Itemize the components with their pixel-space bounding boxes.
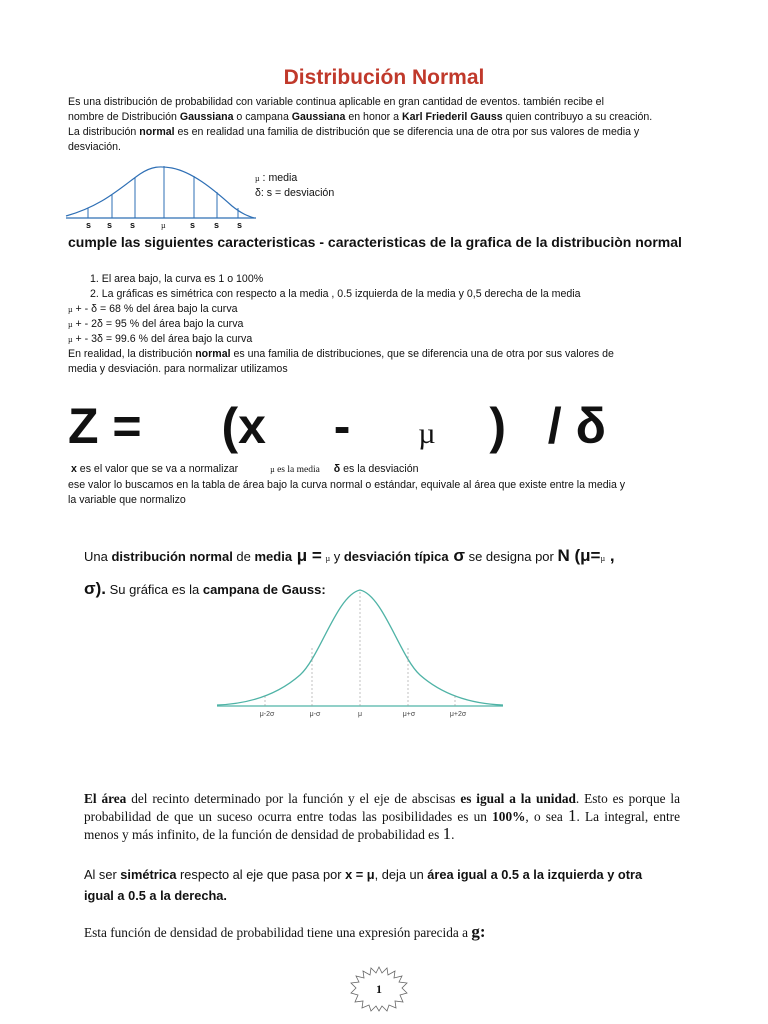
normal-definition: Una distribución normal de media μ = µ y desviación típica σ se designa por N (μ=µ , σ). Su gráfica es la campana de Gauss: [84, 546, 615, 598]
gauss-bell-curve [215, 585, 505, 720]
small-curve-label: s [214, 220, 220, 230]
realidad-line: media y desviación. para normalizar utilizamos [68, 363, 288, 375]
intro-line: desviación. [68, 141, 121, 153]
explain-line: ese valor lo buscamos en la tabla de área bajo la curva normal o estándar, equivale al área que existe entre la media y [68, 479, 626, 491]
gauss-tick-label: μ+σ [402, 711, 416, 718]
small-curve-label: s [130, 220, 136, 230]
formula-close: ) [489, 398, 506, 454]
list-item: 1. El area bajo, la curva es 1 o 100% [90, 273, 264, 285]
gauss-tick-label: μ-σ [309, 711, 321, 718]
function-paragraph: Esta función de densidad de probabilidad tiene una expresión parecida a g: [84, 922, 486, 941]
list-item: 2. La gráficas es simétrica con respecto a la media , 0.5 izquierda de la media y 0,5 derecha de la media [90, 288, 581, 300]
characteristics-heading: cumple las siguientes caracteristicas - caracteristicas de la grafica de la distribuciòn normal [68, 234, 682, 250]
gauss-tick-label: μ [357, 711, 363, 718]
small-curve-label: s [86, 220, 92, 230]
formula-lhs: Z = [68, 398, 142, 454]
small-curve-label: s [237, 220, 243, 230]
intro-line: nombre de Distribución Gaussiana o campana Gaussiana en honor a Karl Friederil Gauss quien contribuyo a su creación. [68, 111, 653, 123]
explain-line: la variable que normalizo [68, 494, 186, 506]
explain-line: x es el valor que se va a normalizar µ es la media δ es la desviación [70, 463, 419, 475]
range-item: µ + - 3δ = 99.6 % del área bajo la curva [68, 333, 253, 345]
formula-mu: µ [418, 417, 436, 450]
small-curve-label: µ [161, 221, 166, 230]
small-bell-curve [62, 158, 262, 232]
small-curve-label: s [190, 220, 196, 230]
characteristics-list [68, 272, 614, 377]
range-item: µ + - δ = 68 % del área bajo la curva [68, 303, 238, 315]
realidad-line: En realidad, la distribución normal es una familia de distribuciones, que se diferencia una de otra por sus valores de [68, 348, 614, 360]
legend-desviacion: δ: s = desviación [255, 187, 335, 199]
intro-line: La distribución normal es en realidad una familia de distribución que se diferencia una de otra por sus valores de media y [68, 126, 640, 138]
formula-explanation [68, 462, 708, 508]
intro-paragraph [68, 95, 704, 155]
legend-media: µ : media [255, 172, 298, 184]
formula-minus: - [333, 398, 351, 454]
range-item: µ + - 2δ = 95 % del área bajo la curva [68, 318, 244, 330]
symmetry-paragraph: Al ser simétrica respecto al eje que pasa por x = μ, deja un área igual a 0.5 a la izquierda y otra igual a 0.5 a la derecha. [84, 867, 643, 903]
page-number-badge [350, 966, 408, 1012]
page-number: 1 [376, 982, 382, 996]
legend [255, 171, 334, 201]
small-curve-line [66, 167, 254, 218]
z-formula [68, 397, 606, 455]
gauss-tick-label: μ+2σ [449, 711, 467, 718]
intro-line: Es una distribución de probabilidad con variable continua aplicable en gran cantidad de eventos. también recibe el [68, 96, 604, 108]
gauss-curve-line [217, 590, 503, 705]
formula-open: (x [221, 398, 266, 454]
area-paragraph: El área del recinto determinado por la función y el eje de abscisas es igual a la unidad. Esto es porque la probabilidad de que un suceso ocurra entre todas las posibilidades es un 100%, o sea 1. La integral, entre menos y más infinito, de la función de densidad de probabilidad es 1. [84, 791, 680, 843]
page-title: Distribución Normal [283, 66, 485, 89]
gauss-tick-label: μ-2σ [259, 711, 275, 718]
formula-div: / δ [547, 398, 606, 454]
small-curve-label: s [107, 220, 113, 230]
